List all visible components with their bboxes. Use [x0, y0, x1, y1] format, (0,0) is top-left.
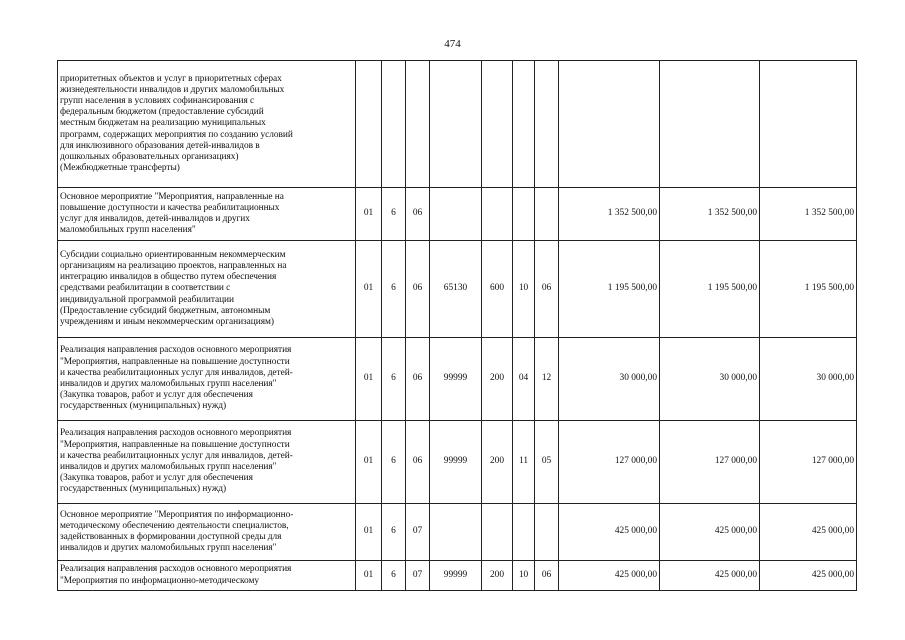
code-direction: 65130: [430, 241, 482, 338]
table-row: [58, 504, 857, 561]
row-description: [58, 504, 356, 561]
code-event: 07: [406, 561, 430, 591]
description-line: повышение доступности и качества реабилитационных: [60, 202, 280, 213]
code-subprogram: [382, 61, 406, 188]
amount-year-1: [559, 61, 660, 188]
code-event: 06: [406, 421, 430, 504]
code-section: 04: [513, 338, 535, 421]
amount-year-3: 425 000,00: [760, 504, 857, 561]
page-number: 474: [444, 38, 461, 50]
amount-year-3: 1 352 500,00: [760, 188, 857, 241]
description-line: инвалидов и других маломобильных групп населения": [60, 462, 277, 472]
amount-year-3: 1 195 500,00: [760, 241, 857, 338]
table-row: [58, 421, 857, 504]
code-expense-type: 600: [482, 241, 513, 338]
amount-year-2: 1 195 500,00: [660, 241, 760, 338]
amount-year-1: 425 000,00: [559, 561, 660, 591]
code-subprogram: 6: [382, 338, 406, 421]
code-subsection: 06: [535, 241, 559, 338]
code-expense-type: 200: [482, 338, 513, 421]
description-line: (Предоставление субсидий бюджетным, автономным: [60, 305, 271, 316]
description-line: организациям на реализацию проектов, направленных на: [60, 260, 287, 271]
code-expense-type: 200: [482, 561, 513, 591]
code-section: [513, 504, 535, 561]
code-direction: 99999: [430, 421, 482, 504]
code-subsection: [535, 188, 559, 241]
code-direction: 99999: [430, 338, 482, 421]
code-subprogram: 6: [382, 504, 406, 561]
description-line: (Закупка товаров, работ и услуг для обеспечения: [60, 390, 253, 401]
budget-table: [57, 60, 857, 591]
budget-table-body: [58, 61, 857, 591]
description-line: дошкольных образовательных организациях): [60, 152, 239, 162]
description-line: средствами реабилитации в соответствии с: [60, 283, 231, 294]
code-subprogram: 6: [382, 188, 406, 241]
row-description: [58, 561, 356, 591]
amount-year-2: 425 000,00: [660, 561, 760, 591]
description-line: государственных (муниципальных) нужд): [60, 484, 227, 495]
description-line: и качества реабилитационных услуг для инвалидов, детей-: [60, 367, 293, 378]
amount-year-2: 30 000,00: [660, 338, 760, 421]
amount-year-1: 1 195 500,00: [559, 241, 660, 338]
amount-year-2: 1 352 500,00: [660, 188, 760, 241]
code-program: [356, 61, 382, 188]
amount-year-3: 425 000,00: [760, 561, 857, 591]
code-event: 06: [406, 188, 430, 241]
code-subsection: 05: [535, 421, 559, 504]
row-description: [58, 338, 356, 421]
description-line: местным бюджетам на реализацию муниципальных: [60, 118, 266, 129]
description-line: Реализация направления расходов основного мероприятия: [60, 564, 292, 575]
description-line: приоритетных объектов и услуг в приоритетных сферах: [60, 73, 282, 84]
code-program: 01: [356, 338, 382, 421]
amount-year-2: 425 000,00: [660, 504, 760, 561]
row-description: [58, 188, 356, 241]
code-direction: [430, 61, 482, 188]
code-program: 01: [356, 561, 382, 591]
description-line: (Межбюджетные трансферты): [60, 163, 180, 174]
code-program: 01: [356, 421, 382, 504]
table-row: [58, 561, 857, 591]
amount-year-1: 127 000,00: [559, 421, 660, 504]
description-line: "Мероприятия, направленные на повышение доступности: [60, 356, 290, 367]
code-expense-type: [482, 61, 513, 188]
amount-year-3: 30 000,00: [760, 338, 857, 421]
code-section: [513, 61, 535, 188]
description-line: инвалидов и других маломобильных групп населения": [60, 543, 277, 554]
code-section: 11: [513, 421, 535, 504]
code-subprogram: 6: [382, 561, 406, 591]
table-row: [58, 188, 857, 241]
amount-year-1: 1 352 500,00: [559, 188, 660, 241]
description-line: маломобильных групп населения": [60, 225, 196, 236]
description-line: и качества реабилитационных услуг для инвалидов, детей-: [60, 450, 293, 461]
description-line: "Мероприятия по информационно-методическому: [60, 575, 259, 586]
amount-year-1: 425 000,00: [559, 504, 660, 561]
description-line: услуг для инвалидов, детей-инвалидов и других: [60, 214, 250, 224]
code-section: 10: [513, 561, 535, 591]
code-program: 01: [356, 241, 382, 338]
description-line: жизнедеятельности инвалидов и других маломобильных: [60, 84, 285, 95]
code-expense-type: [482, 188, 513, 241]
description-line: Реализация направления расходов основного мероприятия: [60, 345, 292, 356]
description-line: методическому обеспечению деятельности специалистов,: [60, 520, 289, 531]
code-subsection: 12: [535, 338, 559, 421]
amount-year-2: 127 000,00: [660, 421, 760, 504]
description-line: учреждениям и иным некоммерческим организациям): [60, 317, 274, 327]
description-line: интеграцию инвалидов в общество путем обеспечения: [60, 272, 277, 283]
amount-year-2: [660, 61, 760, 188]
table-row: [58, 61, 857, 188]
amount-year-3: 127 000,00: [760, 421, 857, 504]
code-subsection: [535, 61, 559, 188]
description-line: инвалидов и других маломобильных групп населения": [60, 379, 277, 389]
description-line: "Мероприятия, направленные на повышение доступности: [60, 439, 290, 450]
code-subsection: [535, 504, 559, 561]
table-row: [58, 338, 857, 421]
code-program: 01: [356, 188, 382, 241]
description-line: федеральным бюджетом (предоставление субсидий: [60, 107, 264, 118]
description-line: групп населения в условиях софинансирования с: [60, 95, 255, 106]
amount-year-3: [760, 61, 857, 188]
row-description: [58, 241, 356, 338]
description-line: программ, содержащих мероприятия по созданию условий: [60, 129, 293, 140]
code-section: 10: [513, 241, 535, 338]
row-description: [58, 61, 356, 188]
code-subprogram: 6: [382, 241, 406, 338]
code-event: 06: [406, 241, 430, 338]
table-row: [58, 241, 857, 338]
code-event: 06: [406, 338, 430, 421]
code-event: 07: [406, 504, 430, 561]
description-line: для инклюзивного образования детей-инвалидов в: [60, 140, 260, 151]
code-event: [406, 61, 430, 188]
description-line: Основное мероприятие "Мероприятия, направленные на: [60, 191, 284, 202]
description-line: Реализация направления расходов основного мероприятия: [60, 428, 292, 439]
description-line: индивидуальной программой реабилитации: [60, 294, 234, 305]
row-description: [58, 421, 356, 504]
code-expense-type: [482, 504, 513, 561]
code-expense-type: 200: [482, 421, 513, 504]
code-program: 01: [356, 504, 382, 561]
code-direction: [430, 188, 482, 241]
code-direction: 99999: [430, 561, 482, 591]
description-line: государственных (муниципальных) нужд): [60, 401, 227, 412]
description-line: (Закупка товаров, работ и услуг для обеспечения: [60, 473, 253, 484]
amount-year-1: 30 000,00: [559, 338, 660, 421]
code-section: [513, 188, 535, 241]
description-line: Субсидии социально ориентированным некоммерческим: [60, 249, 286, 260]
code-direction: [430, 504, 482, 561]
description-line: Основное мероприятие "Мероприятия по информационно-: [60, 509, 294, 520]
code-subsection: 06: [535, 561, 559, 591]
description-line: задействованных в формировании доступной среды для: [60, 532, 282, 542]
code-subprogram: 6: [382, 421, 406, 504]
